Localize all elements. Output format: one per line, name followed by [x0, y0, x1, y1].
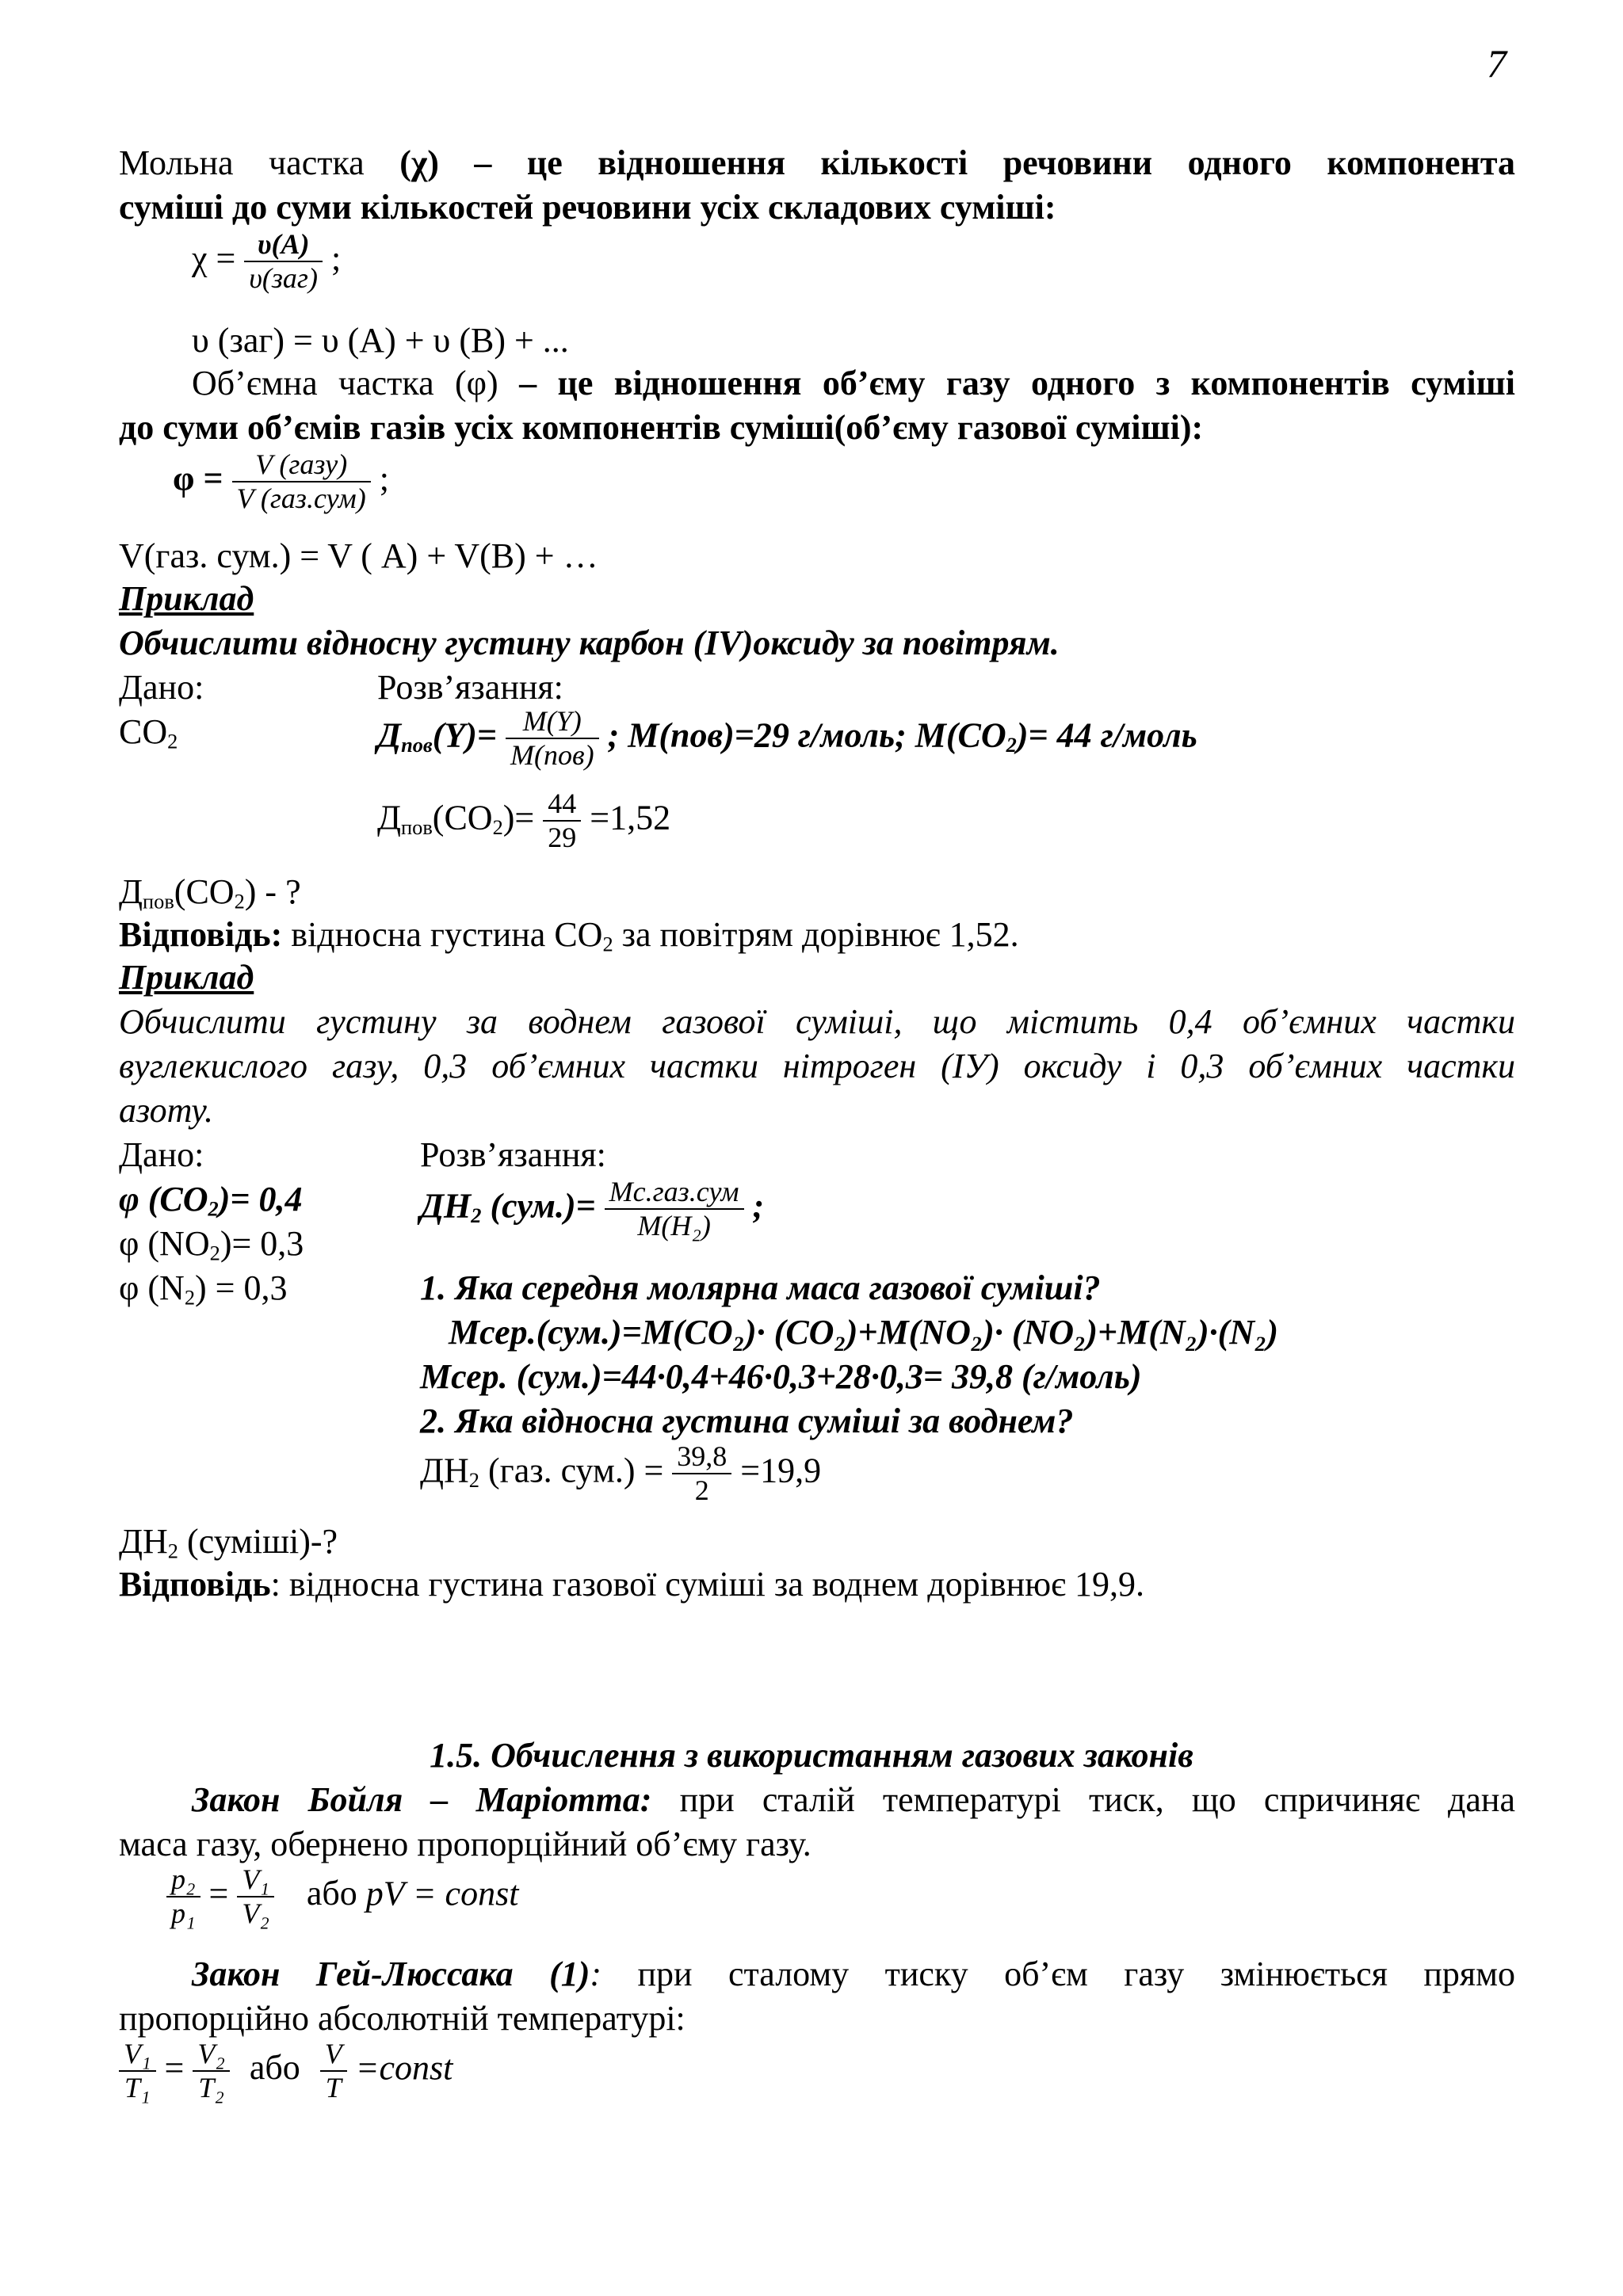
molar-definition-line1: Мольна частка (χ) – це відношення кількості речовини одного компонента	[119, 143, 1516, 182]
example1-density-fraction: $\frac{M(Y)}{\text{M(пов)}}$	[506, 705, 599, 772]
volume-definition-line2: до суми об’ємів газів усіх компонентів суміші(об’єму газової суміші):	[119, 408, 1204, 447]
molar-fraction: $\frac{\upsilon(A)}{\text{υ(заг)}}$	[244, 228, 323, 296]
example2-given2: φ $(NO_2)= 0,3$	[119, 1224, 304, 1265]
example1-solution-label: Розв’язання:	[377, 668, 563, 707]
example2-question2: 2. Яка відносна густина суміші за воднем?	[420, 1402, 1074, 1440]
volume-fraction: $\frac{\text{V (газу)}}{\text{V (газ.сум)}}$	[232, 448, 371, 516]
example1-heading: Приклад	[119, 579, 254, 618]
boyle-law-line1: Закон Бойля – Маріотта: при сталій температурі тиск, що спричиняє дана	[192, 1780, 1515, 1819]
gay-lussac-fraction-3: $\frac{V}{T}$	[320, 2038, 347, 2105]
gay-lussac-law-line1: Закон Гей-Люссака (1): при сталому тиску об’єм газу змінюється прямо	[192, 1955, 1515, 1993]
volume-definition-line1: Об’ємна частка (φ) – це відношення об’єму газу одного з компонентів суміші	[192, 364, 1516, 402]
example1-calc-fraction: $\frac{44}{29}$	[543, 788, 581, 855]
example2-find: $ДН_2$ (суміші)-?	[119, 1522, 338, 1563]
boyle-law-line2: маса газу, обернено пропорційний об’єму газу.	[119, 1825, 812, 1863]
example2-calculation: $ДН_2$ (газ. сум.) = $\frac{39,8}{2}$ =19,9	[420, 1440, 822, 1507]
example1-answer: Відповідь: відносна густина $СО_2$ за повітрям дорівнює 1,52.	[119, 915, 1019, 956]
boyle-formula: $\frac{\text{p₂}}{\text{p₁}}$ = $\frac{\text{V₁}}{\text{V₂}}$ або pV = const	[166, 1863, 518, 1931]
example2-given1: φ $(CO_2)= 0,4$	[119, 1180, 303, 1221]
example2-task-line2: вуглекислого газу, 0,3 об’ємних частки нітроген (IУ) оксиду і 0,3 об’ємних частки	[119, 1047, 1515, 1085]
gay-lussac-fraction-1: $\frac{\text{V₁}}{\text{T₁}}$	[119, 2038, 156, 2105]
page-number: 7	[1487, 41, 1507, 86]
boyle-volume-fraction: $\frac{\text{V₁}}{\text{V₂}}$	[237, 1863, 274, 1931]
molar-definition-line2: суміші до суми кількостей речовини усіх складових суміші:	[119, 188, 1056, 227]
boyle-pressure-fraction: $\frac{\text{p₂}}{\text{p₁}}$	[166, 1863, 200, 1931]
example1-given-label: Дано:	[119, 668, 204, 707]
example2-answer: Відповідь: відносна густина газової суміші за воднем дорівнює 19,9.	[119, 1565, 1144, 1604]
example2-density-fraction: $\frac{\text{Mс.газ.сум}}{\text{M(H₂)}}$	[605, 1176, 744, 1243]
example2-task-line3: азоту.	[119, 1091, 214, 1130]
gay-lussac-formula: $\frac{\text{V₁}}{\text{T₁}}$ = $\frac{\text{V₂}}{\text{T₂}}$ або $\frac{V}{T}$ =const	[119, 2038, 453, 2105]
example1-task: Обчислити відносну густину карбон (IV)оксиду за повітрям.	[119, 624, 1060, 662]
section-title: 1.5. Обчислення з використанням газових законів	[430, 1736, 1193, 1775]
molar-formula: χ = $\frac{\upsilon(A)}{\text{υ(заг)}}$ ;	[192, 228, 342, 295]
example2-solution-label: Розв’язання:	[420, 1135, 606, 1174]
example2-formula: $ДН_2$ (сум.)= $\frac{\text{Mс.газ.сум}}{\text{M(H₂)}}$ ;	[420, 1176, 765, 1242]
example2-mean-mass-formula: Mсер.(сум.)=M(CO₂)· (CO₂)+M(NO₂)· (NO₂)+M(N₂)·(N₂)	[449, 1313, 1279, 1352]
example2-calc-fraction: $\frac{39,8}{2}$	[672, 1440, 731, 1508]
example1-calculation: $Д_{пов}(СО_2)=$ $\frac{44}{29}$ =1,52	[377, 788, 671, 854]
example2-heading: Приклад	[119, 958, 254, 997]
volume-formula: φ = $\frac{\text{V (газу)}}{\text{V (газ.сум)}}$ ;	[173, 448, 389, 515]
molar-sum: υ (заг) = υ (А) + υ (В) + ...	[192, 321, 569, 360]
example2-question1: 1. Яка середня молярна маса газової суміші?	[420, 1268, 1101, 1307]
volume-sum: V(газ. сум.) = V ( А) + V(В) + …	[119, 536, 598, 575]
gay-lussac-law-line2: пропорційно абсолютній температурі:	[119, 1999, 685, 2038]
example1-given-value: $CO_2$	[119, 712, 178, 753]
example2-given3: φ $(N_2) = 0,3$	[119, 1268, 288, 1310]
example2-task-line1: Обчислити густину за воднем газової суміші, що містить 0,4 об’ємних частки	[119, 1002, 1515, 1041]
gay-lussac-fraction-2: $\frac{\text{V₂}}{\text{T₂}}$	[193, 2038, 230, 2105]
example2-mean-mass-calc: Mсер. (сум.)=44·0,4+46·0,3+28·0,3= 39,8 (г/моль)	[420, 1357, 1142, 1396]
example1-find: $Д_{пов}(СО_2)$ - ?	[119, 872, 301, 913]
example1-formula: $Д_{пов}(Y)=$ $\frac{M(Y)}{\text{M(пов)}}$ ; M(пов)=29 г/моль; $M(CO_2)= 44$ г/моль	[377, 705, 1197, 772]
example2-given-label: Дано:	[119, 1135, 204, 1174]
